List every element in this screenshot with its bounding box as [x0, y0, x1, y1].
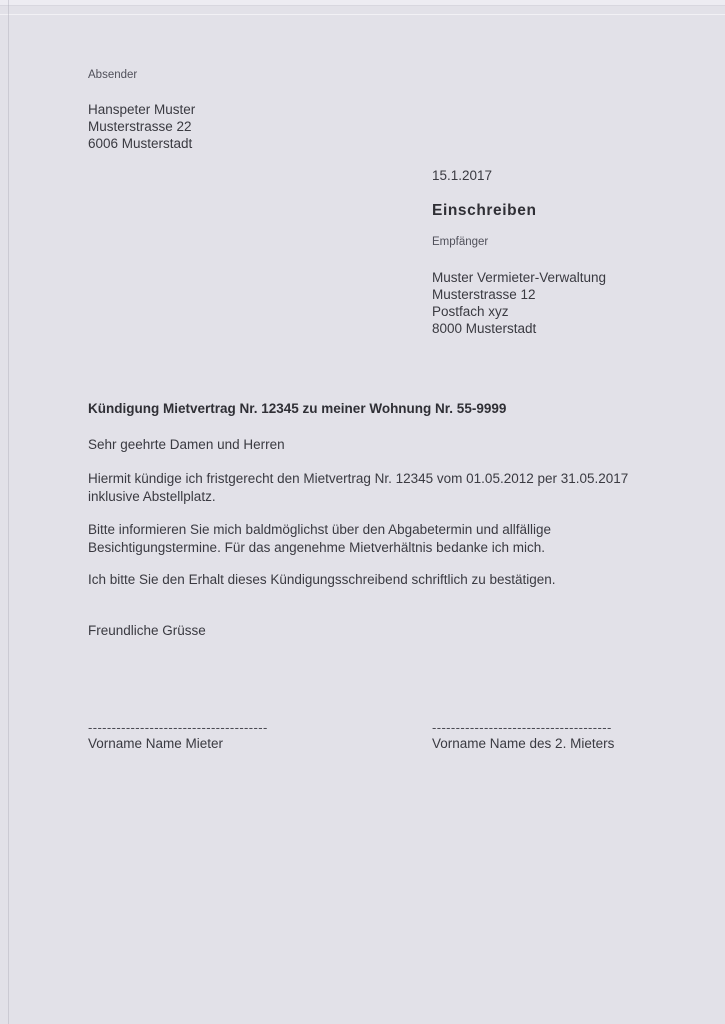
closing: Freundliche Grüsse — [88, 623, 206, 638]
sender-street: Musterstrasse 22 — [88, 119, 192, 134]
recipient-city: 8000 Musterstadt — [432, 321, 537, 336]
recipient-street: Musterstrasse 12 — [432, 287, 536, 302]
scan-artifact-top — [0, 0, 725, 6]
recipient-pobox: Postfach xyz — [432, 304, 509, 319]
paragraph-2: Bitte informieren Sie mich baldmöglichst über den Abgabetermin und allfällige Besichtigungstermine. Für das angenehme Mietverhältnis bedanke ich mich. — [88, 522, 552, 555]
signature-label-tenant-1: Vorname Name Mieter — [88, 736, 224, 751]
recipient-label: Empfänger — [432, 236, 489, 248]
sender-label: Absender — [88, 69, 138, 81]
delivery-method: Einschreiben — [432, 202, 537, 219]
salutation: Sehr geehrte Damen und Herren — [88, 437, 285, 452]
paragraph-3: Ich bitte Sie den Erhalt dieses Kündigungsschreibend schriftlich zu bestätigen. — [88, 572, 556, 587]
recipient-address — [432, 269, 606, 337]
scan-artifact-line — [0, 14, 725, 15]
sender-address — [88, 101, 195, 152]
recipient-name: Muster Vermieter-Verwaltung — [432, 270, 607, 285]
signature-block-tenant-2 — [432, 720, 614, 751]
signature-line: -------------------------------------- — [432, 720, 612, 735]
signature-label-tenant-2: Vorname Name des 2. Mieters — [432, 736, 615, 751]
signature-line: -------------------------------------- — [88, 720, 268, 735]
letter-date: 15.1.2017 — [432, 168, 493, 183]
sender-name: Hanspeter Muster — [88, 102, 196, 117]
subject-line: Kündigung Mietvertrag Nr. 12345 zu meiner Wohnung Nr. 55-9999 — [88, 401, 507, 416]
paragraph-1: Hiermit kündige ich fristgerecht den Mietvertrag Nr. 12345 vom 01.05.2012 per 31.05.2017 inklusive Abstellplatz. — [88, 471, 629, 504]
sender-city: 6006 Musterstadt — [88, 136, 193, 151]
scan-artifact-left — [8, 0, 9, 1024]
signature-block-tenant-1 — [88, 720, 268, 751]
